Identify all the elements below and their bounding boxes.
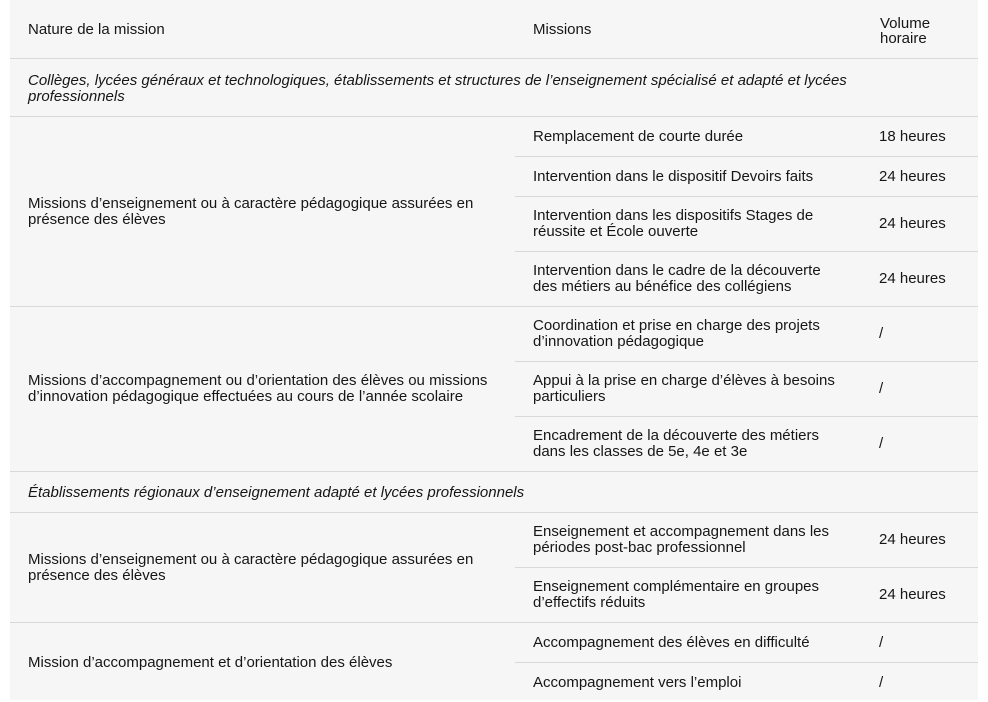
header-volume-line1: Volume <box>880 15 930 32</box>
section-title: Établissements régionaux d’enseignement adapté et lycées professionnels <box>10 472 978 513</box>
missions-table-container <box>10 0 978 700</box>
mission-cell: Intervention dans le dispositif Devoirs faits <box>515 157 862 197</box>
mission-cell: Coordination et prise en charge des projets d’innovation pédagogique <box>515 307 862 362</box>
volume-cell: 24 heures <box>862 197 978 252</box>
volume-cell: / <box>862 663 978 702</box>
table-header-row <box>10 0 978 59</box>
volume-cell: 24 heures <box>862 157 978 197</box>
volume-cell: / <box>862 362 978 417</box>
header-missions: Missions <box>515 0 862 59</box>
mission-cell: Intervention dans les dispositifs Stages de réussite et École ouverte <box>515 197 862 252</box>
volume-cell: 24 heures <box>862 568 978 623</box>
mission-cell: Intervention dans le cadre de la découverte des métiers au bénéfice des collégiens <box>515 252 862 307</box>
mission-cell: Accompagnement vers l’emploi <box>515 663 862 702</box>
mission-cell: Appui à la prise en charge d’élèves à besoins particuliers <box>515 362 862 417</box>
table-row <box>10 513 978 568</box>
mission-cell: Encadrement de la découverte des métiers dans les classes de 5e, 4e et 3e <box>515 417 862 472</box>
mission-cell: Enseignement et accompagnement dans les périodes post-bac professionnel <box>515 513 862 568</box>
section-row <box>10 472 978 513</box>
header-nature: Nature de la mission <box>10 0 515 59</box>
header-volume <box>862 0 978 59</box>
header-volume-line2: horaire <box>880 30 927 47</box>
nature-cell: Missions d’enseignement ou à caractère pédagogique assurées en présence des élèves <box>10 513 515 623</box>
volume-cell: 18 heures <box>862 117 978 157</box>
table-row <box>10 117 978 157</box>
mission-cell: Enseignement complémentaire en groupes d’effectifs réduits <box>515 568 862 623</box>
nature-cell: Missions d’accompagnement ou d’orientation des élèves ou missions d’innovation pédagogique effectuées au cours de l’année scolaire <box>10 307 515 472</box>
volume-cell: / <box>862 623 978 663</box>
volume-cell: / <box>862 417 978 472</box>
mission-cell: Accompagnement des élèves en difficulté <box>515 623 862 663</box>
table-row <box>10 307 978 362</box>
table-row <box>10 623 978 663</box>
section-title: Collèges, lycées généraux et technologiques, établissements et structures de l’enseignement spécialisé et adapté et lycées professionnels <box>10 59 978 117</box>
nature-cell: Mission d’accompagnement et d’orientation des élèves <box>10 623 515 702</box>
volume-cell: 24 heures <box>862 252 978 307</box>
volume-cell: 24 heures <box>862 513 978 568</box>
section-row <box>10 59 978 117</box>
volume-cell: / <box>862 307 978 362</box>
mission-cell: Remplacement de courte durée <box>515 117 862 157</box>
missions-table <box>10 0 978 702</box>
nature-cell: Missions d’enseignement ou à caractère pédagogique assurées en présence des élèves <box>10 117 515 307</box>
